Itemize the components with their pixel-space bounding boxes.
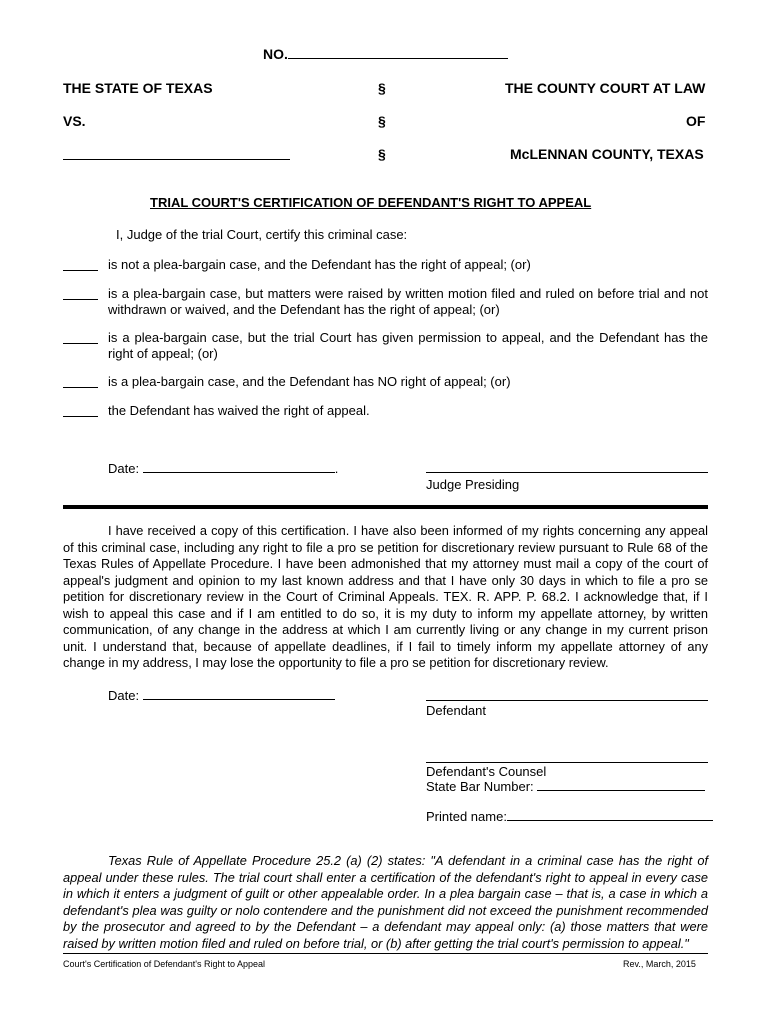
defendant-date-row: [108, 688, 335, 703]
option-3-text: is a plea-bargain case, but the trial Court has given permission to appeal, and the Defendant has the right of appeal; (or): [108, 330, 708, 361]
defendant-signature-line[interactable]: [426, 686, 708, 701]
section-symbol-2: §: [378, 113, 386, 129]
judge-date-label: Date:: [108, 461, 140, 476]
option-1-checkbox[interactable]: [63, 258, 98, 271]
option-3-checkbox[interactable]: [63, 331, 98, 344]
judge-presiding-label: Judge Presiding: [426, 477, 520, 492]
judge-date-row: [108, 461, 338, 476]
defendant-name-field[interactable]: [63, 145, 290, 160]
county-court-label: THE COUNTY COURT AT LAW: [505, 80, 706, 96]
state-bar-label: State Bar Number:: [426, 779, 534, 794]
state-bar-row: [426, 779, 705, 794]
option-4-checkbox[interactable]: [63, 375, 98, 388]
option-5-checkbox[interactable]: [63, 404, 98, 417]
case-number-field[interactable]: [288, 58, 508, 59]
defendant-date-field[interactable]: [143, 699, 335, 700]
section-divider: [63, 505, 708, 509]
footer-rule: [63, 953, 708, 954]
option-4-text: is a plea-bargain case, and the Defendant has NO right of appeal; (or): [108, 374, 511, 389]
certification-intro: I, Judge of the trial Court, certify this criminal case:: [116, 227, 408, 242]
case-number-row: [263, 46, 508, 62]
state-bar-field[interactable]: [537, 790, 705, 791]
defendant-date-label: Date:: [108, 688, 140, 703]
printed-name-label: Printed name:: [426, 809, 507, 824]
option-5-text: the Defendant has waived the right of appeal.: [108, 403, 370, 418]
document-title: TRIAL COURT'S CERTIFICATION OF DEFENDANT'S RIGHT TO APPEAL: [150, 195, 592, 210]
option-2-checkbox[interactable]: [63, 287, 98, 300]
county-name-label: McLENNAN COUNTY, TEXAS: [510, 146, 704, 162]
judge-signature-line[interactable]: [426, 458, 708, 473]
state-of-texas-label: THE STATE OF TEXAS: [63, 80, 213, 96]
printed-name-field[interactable]: [507, 820, 713, 821]
section-symbol-3: §: [378, 146, 386, 162]
defendant-label: Defendant: [426, 703, 486, 718]
judge-date-field[interactable]: [143, 472, 335, 473]
footer-left-text: Court's Certification of Defendant's Right to Appeal: [63, 959, 266, 969]
judge-date-period: .: [334, 461, 339, 476]
case-number-label: NO.: [263, 46, 288, 62]
counsel-signature-line[interactable]: [426, 748, 708, 763]
footer-right-text: Rev., March, 2015: [623, 959, 696, 969]
appellate-rule-quote: Texas Rule of Appellate Procedure 25.2 (a) (2) states: "A defendant in a criminal case has the right of appeal under these rules. The trial court shall enter a certification of the defendant's right to appeal in every case in which it enters a judgment of guilt or other appealable order. In a plea bargain case – that is, a case in which a defendant's plea was guilty or nolo contendere and the punishment did not exceed the punishment recommended by the prosecutor and agreed to by the Defendant – a defendant may appeal only: (a) those matters that were raised by written motion filed and ruled on before trial, or (b) after getting the trial court's permission to appeal.": [63, 853, 708, 951]
printed-name-row: [426, 809, 713, 824]
of-label: OF: [686, 113, 706, 129]
option-2-text: is a plea-bargain case, but matters were raised by written motion filed and ruled on before trial and not withdrawn or waived, and the Defendant has the right of appeal; (or): [108, 286, 708, 317]
versus-label: VS.: [63, 113, 86, 129]
option-1-text: is not a plea-bargain case, and the Defendant has the right of appeal; (or): [108, 257, 531, 272]
defendant-acknowledgment: I have received a copy of this certification. I have also been informed of my rights concerning any appeal of this criminal case, including any right to file a pro se petition for discretionary review pursuant to Rule 68 of the Texas Rules of Appellate Procedure. I have been admonished that my attorney must mail a copy of the court of appeal's judgment and opinion to my last known address and that I have only 30 days in which to file a pro se petition for discretionary review in the Court of Criminal Appeals. TEX. R. APP. P. 68.2. I acknowledge that, if I wish to appeal this case and if I am entitled to do so, it is my duty to inform my appellate attorney, by written communication, of any change in the address at which I am currently living or any change in my current prison unit. I understand that, because of appellate deadlines, if I fail to timely inform my appellate attorney of any change in my address, I may lose the opportunity to file a pro se petition for discretionary review.: [63, 523, 708, 670]
section-symbol-1: §: [378, 80, 386, 96]
counsel-label: Defendant's Counsel: [426, 764, 547, 779]
